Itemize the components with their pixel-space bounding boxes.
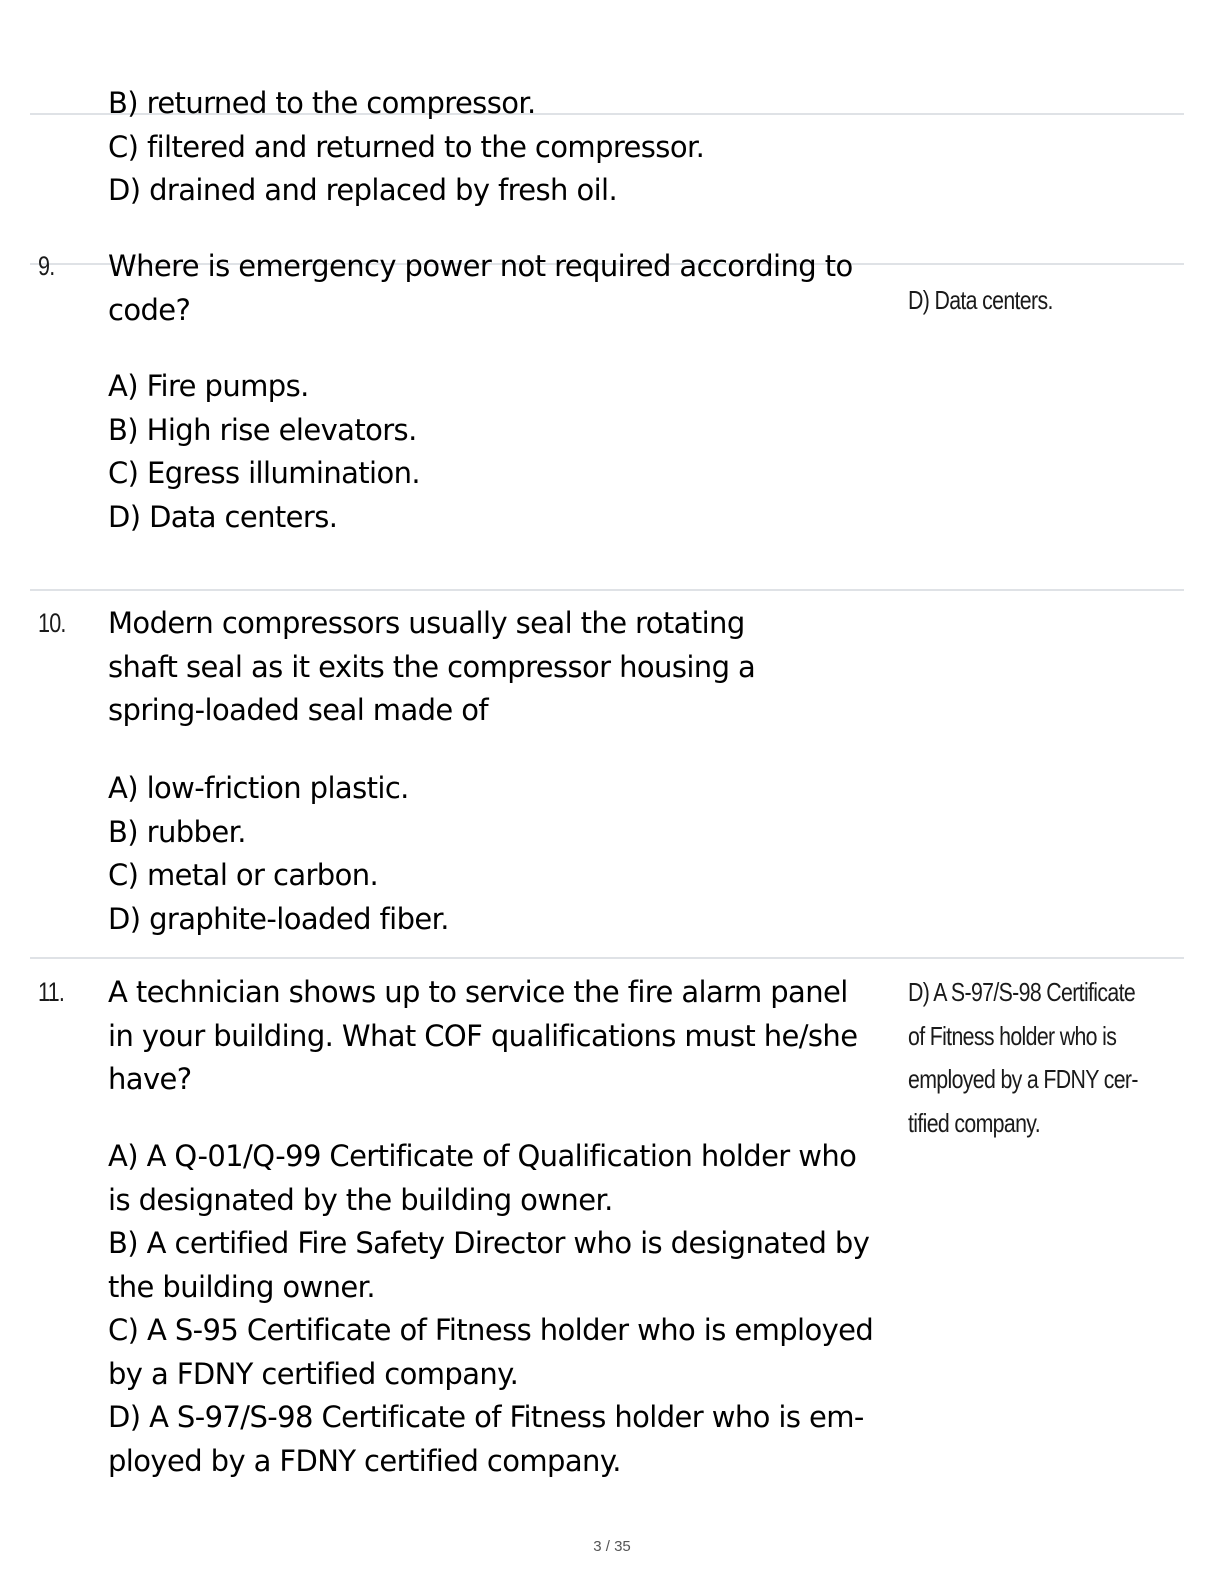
q10-option-b: B) rubber. [108, 814, 246, 849]
q11-question-line: in your building. What COF qualifications must he/she [108, 1018, 858, 1053]
q11-options [108, 1135, 908, 1483]
q10-question-line: Modern compressors usually seal the rotating [108, 606, 745, 640]
q11-answer [908, 971, 1146, 1145]
divider-q10 [30, 589, 1184, 591]
q10-option-c: C) metal or carbon. [108, 858, 379, 892]
q9-answer [908, 279, 1146, 323]
q9-question-line: Where is emergency power not required according to [108, 249, 853, 283]
q9-question [108, 245, 908, 332]
divider-q11 [30, 957, 1184, 959]
q10-question [108, 602, 908, 733]
q11-option-a-line: is designated by the building owner. [108, 1182, 613, 1217]
q9-number: 9. [38, 251, 55, 281]
q10-options [108, 767, 908, 941]
q8-option-c: C) filtered and returned to the compressor. [108, 129, 705, 164]
q10-option-d: D) graphite-loaded fiber. [108, 901, 449, 936]
q11-option-d-line: D) A S-97/S-98 Certificate of Fitness holder who is em- [108, 1400, 864, 1434]
q10-question-line: spring-loaded seal made of [108, 693, 489, 727]
q9-options [108, 365, 908, 539]
q11-option-b-line: B) A certified Fire Safety Director who is designated by [108, 1226, 870, 1260]
q9-option-c: C) Egress illumination. [108, 456, 421, 490]
q11-answer-line: of Fitness holder who is [908, 1020, 1117, 1051]
q8-option-d: D) drained and replaced by fresh oil. [108, 173, 618, 207]
q10-option-a: A) low-friction plastic. [108, 771, 409, 805]
q8-option-b: B) returned to the compressor. [108, 86, 536, 120]
q11-option-d-line: ployed by a FDNY certified company. [108, 1443, 621, 1478]
q8-options [108, 82, 908, 213]
q11-question [108, 971, 908, 1102]
q11-answer-line: D) A S-97/S-98 Certificate [908, 977, 1136, 1007]
q9-option-b: B) High rise elevators. [108, 412, 417, 447]
q11-answer-line: employed by a FDNY cer- [908, 1064, 1138, 1094]
q11-option-c-line: C) A S-95 Certificate of Fitness holder who is employed [108, 1313, 874, 1347]
q10-number: 10. [38, 608, 66, 638]
q11-question-line: A technician shows up to service the fire alarm panel [108, 975, 848, 1009]
q11-option-a-line: A) A Q-01/Q-99 Certificate of Qualification holder who [108, 1139, 857, 1173]
q9-answer-line: D) Data centers. [908, 285, 1053, 315]
q9-option-d: D) Data centers. [108, 499, 338, 534]
q11-number: 11. [38, 977, 65, 1007]
q10-question-line: shaft seal as it exits the compressor housing a [108, 649, 756, 684]
q11-answer-line: tified company. [908, 1107, 1040, 1138]
q9-question-line: code? [108, 292, 191, 327]
q9-option-a: A) Fire pumps. [108, 369, 309, 403]
page-number: 3 / 35 [593, 1538, 631, 1555]
q11-option-c-line: by a FDNY certified company. [108, 1356, 519, 1391]
q11-question-line: have? [108, 1062, 192, 1096]
q11-option-b-line: the building owner. [108, 1269, 375, 1304]
